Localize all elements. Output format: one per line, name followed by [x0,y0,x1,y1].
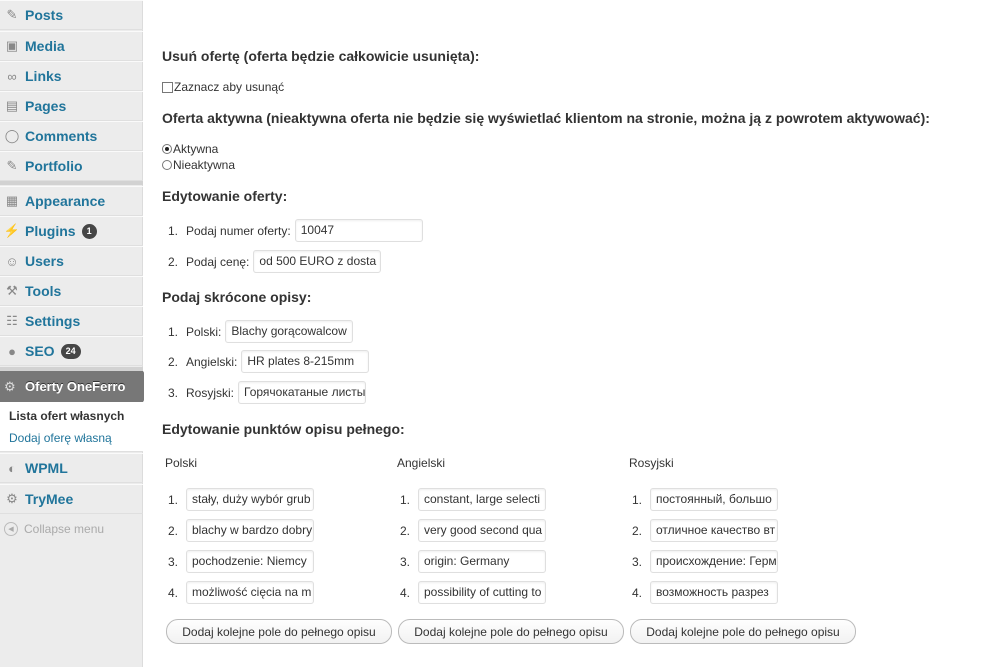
gear-icon: ⚙ [4,378,16,394]
point-number: 4. [167,585,178,600]
link-icon: ∞ [7,68,17,84]
main-content [144,0,986,667]
point-row-angielski [394,581,546,604]
sidebar-item-label: Links [25,68,62,84]
active-heading: Oferta aktywna (nieaktywna oferta nie będzie się wyświetlać klientom na stronie, można ją z powrotem aktywować): [162,110,930,126]
sidebar-item-label: Posts [25,7,64,23]
add-field-button-rosyjski[interactable]: Dodaj kolejne pole do pełnego opisu [630,619,856,644]
plugins-icon: ⚡ [3,223,21,238]
point-number: 3. [399,554,410,569]
sidebar-item-label: Media [25,38,65,54]
short-desc-label: Polski: [186,324,222,339]
short-desc-label: Rosyjski: [186,385,235,400]
submenu-item-list[interactable]: Lista ofert własnych [9,409,125,423]
short-desc-row-angielski: 2. Angielski: HR plates 8-215mm [162,350,369,373]
point-input-angielski[interactable]: possibility of cutting to [418,581,546,604]
short-desc-row-polski: 1. Polski: Blachy gorącowalcow [162,320,353,343]
point-row-rosyjski [626,581,778,604]
users-icon: ☺ [5,253,19,269]
media-icon: ▣ [5,38,19,53]
point-number: 1. [631,492,642,507]
submenu [0,402,143,452]
point-row-rosyjski [626,550,778,573]
point-number: 2. [167,523,178,538]
sidebar-item-label: Appearance [25,193,106,209]
sidebar-item-posts[interactable] [0,0,143,30]
radio-inactive[interactable] [162,160,172,170]
price-input[interactable]: od 500 EURO z dosta [253,250,381,273]
settings-icon: ☷ [6,313,18,328]
point-number: 2. [631,523,642,538]
admin-sidebar [0,0,143,667]
offer-number-input[interactable]: 10047 [295,219,423,242]
sidebar-item-label: Users [25,253,64,269]
short-desc-input-rosyjski[interactable]: Горячокатаные листы [238,381,366,404]
radio-active-label: Aktywna [173,142,219,156]
point-row-angielski [394,488,546,511]
point-number: 3. [631,554,642,569]
sidebar-item-trymee[interactable] [0,484,143,514]
short-desc-row-rosyjski: 3. Rosyjski: Горячокатаные листы [162,381,366,404]
sidebar-item-label: WPML [25,460,68,476]
delete-heading: Usuń ofertę (oferta będzie całkowicie usunięta): [162,48,480,64]
delete-checkbox-label: Zaznacz aby usunąć [174,80,285,94]
point-input-angielski[interactable]: very good second qua [418,519,546,542]
offer-number-label: Podaj numer oferty: [186,223,291,238]
add-field-button-polski[interactable]: Dodaj kolejne pole do pełnego opisu [166,619,392,644]
price-label: Podaj cenę: [186,254,250,269]
sidebar-item-label: Oferty OneFerro [25,379,126,394]
sidebar-item-appearance[interactable] [0,186,143,216]
delete-checkbox[interactable] [162,82,173,93]
offer-number-row: 1. Podaj numer oferty: 10047 [162,219,423,242]
sidebar-item-portfolio[interactable] [0,151,143,181]
sidebar-item-pages[interactable] [0,91,143,121]
point-input-rosyjski[interactable]: происхождение: Герм [650,550,778,573]
point-input-polski[interactable]: stały, duży wybór grub [186,488,314,511]
sidebar-item-label: SEO [25,343,55,359]
radio-inactive-row[interactable] [162,158,235,172]
pin-icon: ✎ [6,158,18,173]
tools-icon: ⚒ [6,283,18,298]
menu-separator [0,181,143,185]
point-row-angielski [394,550,546,573]
column-title-angielski: Angielski [397,456,446,470]
comments-icon: ◯ [4,128,20,143]
point-input-angielski[interactable]: constant, large selecti [418,488,546,511]
sidebar-item-comments[interactable] [0,121,143,151]
sidebar-item-label: TryMee [25,491,74,507]
collapse-arrow-icon: ◀ [4,522,18,536]
sidebar-item-label: Portfolio [25,158,83,174]
sidebar-item-media[interactable] [0,31,143,61]
price-row: 2. Podaj cenę: od 500 EURO z dosta [162,250,381,273]
sidebar-item-label: Plugins [25,223,76,239]
sidebar-item-settings[interactable] [0,306,143,336]
point-input-polski[interactable]: pochodzenie: Niemcy [186,550,314,573]
point-number: 1. [399,492,410,507]
short-desc-heading: Podaj skrócone opisy: [162,289,312,305]
point-input-angielski[interactable]: origin: Germany [418,550,546,573]
column-title-rosyjski: Rosyjski [629,456,674,470]
point-input-polski[interactable]: blachy w bardzo dobry [186,519,314,542]
sidebar-item-oferty-oneferro[interactable] [0,371,143,402]
collapse-label: Collapse menu [24,522,105,536]
point-row-rosyjski [626,519,778,542]
submenu-item-add[interactable]: Dodaj oferę własną [9,431,112,445]
pages-icon: ▤ [5,98,19,113]
point-row-polski [162,519,314,542]
radio-active[interactable] [162,144,172,154]
wpml-icon: ◐ [8,460,16,476]
radio-active-row[interactable] [162,142,218,156]
sidebar-item-plugins[interactable] [0,216,143,246]
radio-inactive-label: Nieaktywna [173,158,236,172]
sidebar-item-label: Settings [25,313,81,329]
sidebar-item-wpml[interactable] [0,453,143,483]
points-heading: Edytowanie punktów opisu pełnego: [162,421,405,437]
point-input-polski[interactable]: możliwość cięcia na m [186,581,314,604]
sidebar-item-label: Tools [25,283,62,299]
column-title-polski: Polski [165,456,198,470]
sidebar-item-label: Comments [25,128,98,144]
point-number: 2. [399,523,410,538]
short-desc-input-polski[interactable]: Blachy gorącowalcow [225,320,353,343]
point-input-rosyjski[interactable]: отличное качество вт [650,519,778,542]
short-desc-label: Angielski: [186,354,238,369]
point-row-polski [162,488,314,511]
seo-icon: ● [8,343,16,359]
point-row-angielski [394,519,546,542]
delete-checkbox-row[interactable] [162,80,284,94]
point-number: 3. [167,554,178,569]
edit-heading: Edytowanie oferty: [162,188,288,204]
gear-icon: ⚙ [6,491,18,506]
seo-count-badge: 24 [61,344,81,359]
sidebar-item-seo[interactable] [0,336,143,366]
short-desc-input-angielski[interactable]: HR plates 8-215mm [241,350,369,373]
point-input-rosyjski[interactable]: возможность разрез [650,581,778,604]
collapse-menu-button[interactable] [4,522,104,536]
point-number: 4. [631,585,642,600]
point-input-rosyjski[interactable]: постоянный, большо [650,488,778,511]
sidebar-item-links[interactable] [0,61,143,91]
point-row-polski [162,550,314,573]
sidebar-item-users[interactable] [0,246,143,276]
pin-icon: ✎ [6,7,18,22]
point-number: 1. [167,492,178,507]
point-number: 4. [399,585,410,600]
sidebar-item-tools[interactable] [0,276,143,306]
point-row-polski [162,581,314,604]
sidebar-item-label: Pages [25,98,67,114]
update-count-badge: 1 [82,224,97,239]
appearance-icon: ▦ [5,193,19,208]
point-row-rosyjski [626,488,778,511]
add-field-button-angielski[interactable]: Dodaj kolejne pole do pełnego opisu [398,619,624,644]
